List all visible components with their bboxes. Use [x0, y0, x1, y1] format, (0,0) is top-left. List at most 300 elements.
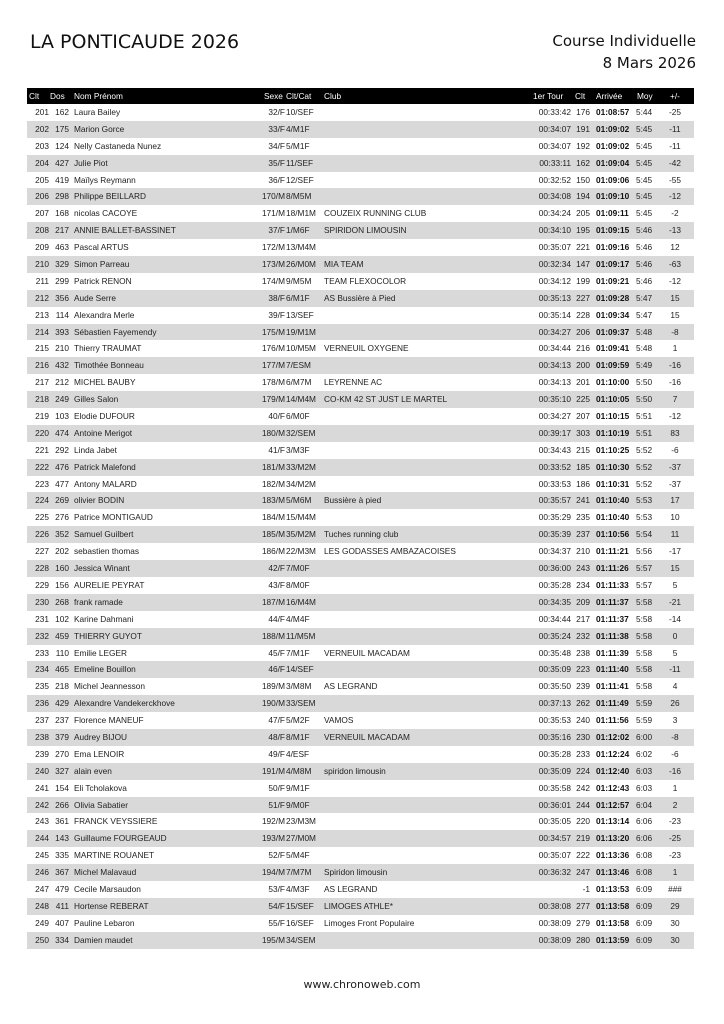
cell-pace: 5:59 — [636, 698, 653, 709]
cell-category-rank: 4/M3F — [286, 883, 310, 894]
table-row — [27, 712, 694, 729]
table-row — [27, 560, 694, 577]
col-header-dos: Dos — [50, 91, 65, 101]
cell-first-lap-rank: 237 — [576, 529, 590, 540]
table-row — [27, 780, 694, 797]
cell-first-lap-rank: 277 — [576, 900, 590, 911]
cell-pace: 5:45 — [636, 157, 653, 168]
cell-first-lap-rank: 186 — [576, 478, 590, 489]
cell-bib: 356 — [55, 292, 69, 303]
table-row — [27, 408, 694, 425]
cell-first-lap: 00:33:11 — [539, 157, 571, 168]
cell-bib: 474 — [55, 427, 69, 438]
table-row — [27, 830, 694, 847]
cell-name: Simon Parreau — [74, 259, 130, 270]
cell-first-lap-rank: 244 — [576, 799, 590, 810]
cell-category-rank: 10/M5M — [286, 343, 316, 354]
cell-arrival-time: 01:12:43 — [596, 782, 630, 793]
cell-sex-rank: 40/F — [268, 411, 285, 422]
cell-first-lap: 00:35:07 — [538, 242, 571, 253]
cell-first-lap-rank: 247 — [576, 867, 590, 878]
cell-pace: 6:08 — [636, 867, 653, 878]
race-type: Course Individuelle — [552, 32, 696, 50]
cell-rank: 232 — [35, 630, 49, 641]
cell-delta: -11 — [669, 123, 681, 134]
cell-bib: 103 — [55, 411, 69, 422]
cell-delta: -23 — [669, 816, 681, 827]
cell-first-lap: 00:35:05 — [538, 816, 571, 827]
cell-category-rank: 8/M5M — [286, 191, 312, 202]
cell-first-lap: 00:35:24 — [538, 630, 571, 641]
table-row — [27, 307, 694, 324]
col-header-tour-rank: Clt — [575, 91, 586, 101]
cell-first-lap-rank: 225 — [576, 394, 590, 405]
cell-rank: 206 — [35, 191, 49, 202]
cell-bib: 379 — [55, 731, 69, 742]
cell-pace: 5:45 — [636, 140, 653, 151]
cell-bib: 407 — [55, 917, 69, 928]
cell-first-lap-rank: 192 — [576, 140, 590, 151]
cell-delta: 2 — [672, 799, 678, 810]
cell-delta: 30 — [670, 934, 680, 945]
cell-rank: 250 — [35, 934, 49, 945]
cell-rank: 240 — [35, 765, 49, 776]
cell-sex-rank: 171/M — [261, 208, 285, 219]
cell-bib: 202 — [55, 546, 69, 557]
cell-first-lap-rank: 235 — [576, 512, 590, 523]
cell-sex-rank: 51/F — [268, 799, 285, 810]
cell-first-lap-rank: 200 — [576, 360, 590, 371]
cell-pace: 5:47 — [636, 309, 653, 320]
cell-first-lap: 00:34:43 — [538, 444, 571, 455]
cell-name: MARTINE ROUANET — [74, 850, 155, 861]
cell-category-rank: 7/M7M — [286, 867, 312, 878]
cell-delta: 4 — [672, 681, 678, 692]
cell-first-lap: 00:35:10 — [538, 394, 571, 405]
cell-name: frank ramade — [74, 596, 123, 607]
cell-arrival-time: 01:13:46 — [596, 867, 630, 878]
cell-arrival-time: 01:09:02 — [596, 123, 630, 134]
cell-arrival-time: 01:09:21 — [596, 275, 630, 286]
cell-name: Emilie LEGER — [74, 647, 128, 658]
cell-category-rank: 33/M2M — [286, 461, 316, 472]
results-table — [27, 88, 694, 949]
cell-rank: 210 — [35, 259, 49, 270]
cell-bib: 352 — [55, 529, 69, 540]
cell-first-lap-rank: 185 — [576, 461, 590, 472]
table-row — [27, 425, 694, 442]
cell-arrival-time: 01:13:14 — [596, 816, 630, 827]
footer-website: www.chronoweb.com — [303, 978, 421, 991]
cell-rank: 223 — [35, 478, 49, 489]
cell-club: TEAM FLEXOCOLOR — [324, 275, 407, 286]
cell-arrival-time: 01:13:59 — [596, 934, 630, 945]
cell-name: Elodie DUFOUR — [74, 411, 135, 422]
cell-delta: -16 — [669, 765, 681, 776]
cell-delta: -42 — [669, 157, 681, 168]
cell-name: Linda Jabet — [74, 444, 117, 455]
table-row — [27, 459, 694, 476]
cell-first-lap: 00:34:57 — [538, 833, 571, 844]
cell-rank: 241 — [35, 782, 49, 793]
cell-arrival-time: 01:11:49 — [596, 698, 629, 709]
cell-category-rank: 8/M0F — [286, 579, 310, 590]
cell-pace: 5:53 — [636, 495, 653, 506]
cell-arrival-time: 01:08:57 — [596, 107, 630, 117]
cell-first-lap-rank: 205 — [576, 208, 590, 219]
cell-sex-rank: 170/M — [261, 191, 285, 202]
cell-pace: 6:09 — [636, 934, 653, 945]
cell-rank: 202 — [35, 123, 49, 134]
cell-arrival-time: 01:09:11 — [596, 208, 629, 219]
cell-rank: 219 — [35, 411, 49, 422]
cell-sex-rank: 41/F — [268, 444, 285, 455]
cell-sex-rank: 187/M — [261, 596, 285, 607]
cell-rank: 212 — [35, 292, 49, 303]
cell-name: Patrick RENON — [74, 275, 132, 286]
cell-delta: -25 — [669, 833, 681, 844]
cell-pace: 5:56 — [636, 546, 653, 557]
cell-first-lap: 00:34:08 — [538, 191, 571, 202]
cell-arrival-time: 01:11:33 — [596, 579, 629, 590]
cell-category-rank: 1/M6F — [286, 225, 310, 236]
col-header-tour: 1er Tour — [533, 91, 564, 101]
table-row — [27, 121, 694, 138]
cell-first-lap: 00:34:35 — [538, 596, 571, 607]
cell-pace: 5:46 — [636, 275, 653, 286]
cell-arrival-time: 01:11:37 — [596, 613, 629, 624]
cell-name: Patrick Malefond — [74, 461, 136, 472]
table-row — [27, 324, 694, 341]
cell-first-lap-rank: 279 — [576, 917, 590, 928]
cell-first-lap-rank: 280 — [576, 934, 590, 945]
cell-sex-rank: 44/F — [268, 613, 285, 624]
cell-arrival-time: 01:11:21 — [596, 546, 629, 557]
cell-arrival-time: 01:10:15 — [596, 411, 630, 422]
cell-first-lap-rank: 238 — [576, 647, 590, 658]
cell-delta: -55 — [669, 174, 681, 185]
cell-first-lap-rank: 240 — [576, 715, 590, 726]
cell-arrival-time: 01:12:40 — [596, 765, 630, 776]
cell-rank: 226 — [35, 529, 49, 540]
cell-bib: 217 — [55, 225, 69, 236]
cell-first-lap-rank: 150 — [576, 174, 590, 185]
cell-first-lap: 00:34:37 — [538, 546, 571, 557]
cell-category-rank: 14/SEF — [286, 664, 314, 675]
cell-sex-rank: 39/F — [268, 309, 285, 320]
cell-name: nicolas CACOYE — [74, 208, 138, 219]
cell-pace: 5:52 — [636, 461, 653, 472]
cell-name: Patrice MONTIGAUD — [74, 512, 153, 523]
cell-category-rank: 16/M4M — [286, 596, 316, 607]
cell-pace: 5:58 — [636, 647, 653, 658]
cell-delta: -11 — [669, 664, 681, 675]
cell-delta: -12 — [669, 411, 681, 422]
cell-rank: 237 — [35, 715, 49, 726]
cell-delta: 5 — [672, 647, 678, 658]
cell-bib: 218 — [55, 681, 69, 692]
cell-first-lap-rank: 233 — [576, 748, 590, 759]
cell-rank: 235 — [35, 681, 49, 692]
cell-name: Audrey BIJOU — [74, 731, 128, 742]
cell-delta: -6 — [671, 444, 679, 455]
cell-first-lap: 00:34:44 — [538, 613, 571, 624]
cell-bib: 210 — [55, 343, 69, 354]
cell-first-lap-rank: 239 — [576, 681, 590, 692]
cell-bib: 237 — [55, 715, 69, 726]
cell-sex-rank: 182/M — [261, 478, 285, 489]
cell-category-rank: 5/M4F — [286, 850, 310, 861]
cell-bib: 266 — [55, 799, 69, 810]
table-row — [27, 628, 694, 645]
cell-bib: 102 — [55, 613, 69, 624]
cell-first-lap: 00:35:57 — [538, 495, 571, 506]
table-row — [27, 932, 694, 949]
cell-pace: 5:53 — [636, 512, 653, 523]
cell-name: Florence MANEUF — [74, 715, 144, 726]
cell-pace: 6:09 — [636, 900, 653, 911]
cell-name: sebastien thomas — [74, 546, 140, 557]
cell-pace: 6:09 — [636, 883, 653, 894]
cell-sex-rank: 52/F — [268, 850, 285, 861]
cell-arrival-time: 01:13:36 — [596, 850, 630, 861]
cell-first-lap-rank: 206 — [576, 326, 590, 337]
cell-sex-rank: 176/M — [261, 343, 285, 354]
cell-name: Ema LENOIR — [74, 748, 125, 759]
table-row — [27, 492, 694, 509]
cell-club: COUZEIX RUNNING CLUB — [324, 208, 427, 219]
cell-category-rank: 5/M2F — [286, 715, 310, 726]
cell-arrival-time: 01:12:57 — [596, 799, 630, 810]
cell-name: Michel Jeannesson — [74, 681, 146, 692]
cell-category-rank: 15/M4M — [286, 512, 316, 523]
cell-club: Bussière à pied — [324, 495, 382, 506]
cell-rank: 243 — [35, 816, 49, 827]
cell-first-lap: 00:36:00 — [538, 563, 571, 574]
cell-name: Maïlys Reymann — [74, 174, 136, 185]
cell-bib: 335 — [55, 850, 69, 861]
cell-sex-rank: 50/F — [268, 782, 285, 793]
cell-category-rank: 11/M5M — [286, 630, 316, 641]
cell-bib: 162 — [55, 107, 69, 117]
table-row — [27, 611, 694, 628]
cell-bib: 110 — [55, 647, 69, 658]
cell-first-lap: 00:32:34 — [538, 259, 571, 270]
table-row — [27, 138, 694, 155]
cell-bib: 327 — [55, 765, 69, 776]
cell-pace: 5:48 — [636, 326, 653, 337]
cell-first-lap-rank: 147 — [576, 259, 590, 270]
cell-name: Thierry TRAUMAT — [74, 343, 142, 354]
cell-club: Limoges Front Populaire — [324, 917, 415, 928]
cell-first-lap-rank: 242 — [576, 782, 590, 793]
cell-category-rank: 3/M3F — [286, 444, 310, 455]
cell-delta: 26 — [670, 698, 680, 709]
cell-name: Laura Bailey — [74, 107, 121, 117]
cell-rank: 222 — [35, 461, 49, 472]
cell-arrival-time: 01:11:26 — [596, 563, 629, 574]
cell-bib: 269 — [55, 495, 69, 506]
cell-first-lap-rank: 220 — [576, 816, 590, 827]
cell-first-lap: 00:35:07 — [538, 850, 571, 861]
table-row — [27, 695, 694, 712]
cell-first-lap: 00:33:52 — [538, 461, 571, 472]
table-row — [27, 340, 694, 357]
col-header-pace: Moy — [637, 91, 653, 101]
table-row — [27, 847, 694, 864]
cell-rank: 218 — [35, 394, 49, 405]
cell-arrival-time: 01:10:40 — [596, 495, 630, 506]
cell-name: Karine Dahmani — [74, 613, 134, 624]
table-body — [27, 104, 694, 949]
cell-delta: -17 — [669, 546, 681, 557]
table-row — [27, 239, 694, 256]
cell-category-rank: 26/M0M — [286, 259, 316, 270]
cell-delta: -2 — [671, 208, 679, 219]
cell-bib: 143 — [55, 833, 69, 844]
table-row — [27, 526, 694, 543]
table-row — [27, 645, 694, 662]
cell-arrival-time: 01:10:00 — [596, 377, 630, 388]
cell-arrival-time: 01:13:20 — [596, 833, 630, 844]
cell-rank: 220 — [35, 427, 49, 438]
cell-name: Alexandra Merle — [74, 309, 135, 320]
cell-first-lap-rank: 230 — [576, 731, 590, 742]
cell-first-lap-rank: 199 — [576, 275, 590, 286]
cell-name: Damien maudet — [74, 934, 133, 945]
cell-category-rank: 13/SEF — [286, 309, 314, 320]
cell-name: Eli Tcholakova — [74, 782, 127, 793]
cell-sex-rank: 42/F — [268, 563, 285, 574]
table-row — [27, 290, 694, 307]
cell-name: Marion Gorce — [74, 123, 125, 134]
cell-sex-rank: 194/M — [261, 867, 285, 878]
table-row — [27, 357, 694, 374]
table-row — [27, 391, 694, 408]
cell-bib: 463 — [55, 242, 69, 253]
cell-rank: 208 — [35, 225, 49, 236]
cell-delta: -21 — [669, 596, 681, 607]
cell-delta: 15 — [670, 309, 680, 320]
col-header-nom: Nom Prénom — [74, 91, 123, 101]
cell-name: Aude Serre — [74, 292, 116, 303]
cell-first-lap: 00:35:13 — [538, 292, 571, 303]
cell-arrival-time: 01:10:40 — [596, 512, 630, 523]
cell-name: Hortense REBERAT — [74, 900, 149, 911]
cell-rank: 230 — [35, 596, 49, 607]
cell-club: Spiridon limousin — [324, 867, 388, 878]
col-header-club: Club — [324, 91, 342, 101]
cell-delta: 1 — [672, 343, 678, 354]
cell-sex-rank: 48/F — [268, 731, 285, 742]
cell-pace: 6:09 — [636, 917, 653, 928]
cell-club: LES GODASSES AMBAZACOISES — [324, 546, 456, 557]
cell-pace: 5:58 — [636, 596, 653, 607]
cell-arrival-time: 01:11:41 — [596, 681, 629, 692]
cell-sex-rank: 190/M — [261, 698, 285, 709]
cell-category-rank: 13/M4M — [286, 242, 316, 253]
cell-bib: 476 — [55, 461, 69, 472]
table-row — [27, 915, 694, 932]
table-row — [27, 273, 694, 290]
cell-bib: 427 — [55, 157, 69, 168]
table-row — [27, 442, 694, 459]
cell-sex-rank: 32/F — [268, 107, 285, 117]
cell-first-lap-rank: 232 — [576, 630, 590, 641]
cell-sex-rank: 185/M — [261, 529, 285, 540]
cell-sex-rank: 180/M — [261, 427, 285, 438]
cell-club: LEYRENNE AC — [324, 377, 383, 388]
cell-first-lap-rank: -1 — [582, 883, 590, 894]
cell-bib: 154 — [55, 782, 69, 793]
cell-sex-rank: 189/M — [261, 681, 285, 692]
cell-sex-rank: 37/F — [268, 225, 285, 236]
cell-delta: -6 — [671, 748, 679, 759]
cell-delta: 7 — [672, 394, 678, 405]
cell-name: Pauline Lebaron — [74, 917, 135, 928]
cell-sex-rank: 54/F — [268, 900, 285, 911]
cell-first-lap: 00:33:53 — [538, 478, 571, 489]
race-title: LA PONTICAUDE 2026 — [30, 31, 240, 53]
cell-first-lap-rank: 227 — [576, 292, 590, 303]
cell-bib: 292 — [55, 444, 69, 455]
cell-category-rank: 4/M1F — [286, 123, 310, 134]
cell-delta: 12 — [670, 242, 680, 253]
cell-sex-rank: 181/M — [261, 461, 285, 472]
cell-first-lap: 00:34:27 — [538, 411, 571, 422]
col-header-clt: Clt — [29, 91, 40, 101]
table-row — [27, 797, 694, 814]
cell-rank: 231 — [35, 613, 49, 624]
col-header-sexe: Sexe — [264, 91, 283, 101]
cell-category-rank: 23/M3M — [286, 816, 316, 827]
cell-pace: 6:00 — [636, 731, 653, 742]
cell-rank: 201 — [35, 107, 49, 117]
table-row — [27, 678, 694, 695]
cell-sex-rank: 55/F — [268, 917, 285, 928]
cell-delta: -16 — [669, 377, 681, 388]
cell-delta: -12 — [669, 275, 681, 286]
cell-delta: -13 — [669, 225, 681, 236]
cell-delta: -63 — [669, 259, 681, 270]
cell-rank: 215 — [35, 343, 49, 354]
cell-pace: 5:46 — [636, 259, 653, 270]
cell-first-lap: 00:35:09 — [538, 765, 571, 776]
cell-pace: 6:06 — [636, 816, 653, 827]
cell-name: AURELIE PEYRAT — [74, 579, 145, 590]
cell-rank: 228 — [35, 563, 49, 574]
cell-category-rank: 7/M1F — [286, 647, 310, 658]
cell-bib: 156 — [55, 579, 69, 590]
cell-delta: -12 — [669, 191, 681, 202]
cell-first-lap-rank: 222 — [576, 850, 590, 861]
cell-arrival-time: 01:09:15 — [596, 225, 630, 236]
cell-delta: 15 — [670, 563, 680, 574]
cell-rank: 236 — [35, 698, 49, 709]
cell-sex-rank: 183/M — [261, 495, 285, 506]
cell-rank: 239 — [35, 748, 49, 759]
cell-delta: 0 — [672, 630, 678, 641]
cell-sex-rank: 191/M — [261, 765, 285, 776]
cell-rank: 246 — [35, 867, 49, 878]
cell-rank: 242 — [35, 799, 49, 810]
cell-delta: 10 — [670, 512, 680, 523]
cell-category-rank: 15/SEF — [286, 900, 314, 911]
cell-bib: 459 — [55, 630, 69, 641]
cell-name: Philippe BEILLARD — [74, 191, 146, 202]
cell-rank: 213 — [35, 309, 49, 320]
cell-category-rank: 34/M2M — [286, 478, 316, 489]
